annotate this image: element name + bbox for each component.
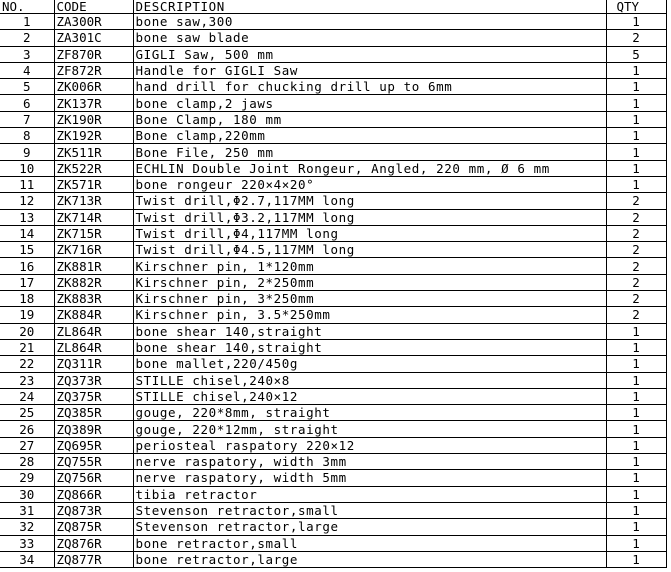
row-number-cell: 33 <box>0 535 54 551</box>
code-cell: ZK190R <box>54 111 133 127</box>
description-cell: Twist drill,Φ4,117MM long <box>133 225 606 241</box>
table-row <box>0 62 666 78</box>
code-cell: ZA301C <box>54 30 133 46</box>
code-cell: ZK511R <box>54 144 133 160</box>
description-cell: bone shear 140,straight <box>133 323 606 339</box>
row-number-cell: 27 <box>0 437 54 453</box>
description-cell: ECHLIN Double Joint Rongeur, Angled, 220 mm, Ø 6 mm <box>133 160 606 176</box>
qty-cell: 2 <box>606 307 666 323</box>
table-row <box>0 274 666 290</box>
qty-cell: 1 <box>606 111 666 127</box>
table-row <box>0 356 666 372</box>
code-cell: ZK882R <box>54 274 133 290</box>
description-cell: Kirschner pin, 3*250mm <box>133 291 606 307</box>
table-row <box>0 535 666 551</box>
qty-cell: 2 <box>606 258 666 274</box>
qty-cell: 1 <box>606 160 666 176</box>
table-row <box>0 307 666 323</box>
qty-cell: 1 <box>606 388 666 404</box>
table-row <box>0 323 666 339</box>
qty-cell: 1 <box>606 128 666 144</box>
table-row <box>0 209 666 225</box>
qty-cell: 2 <box>606 209 666 225</box>
table-row <box>0 144 666 160</box>
table-row <box>0 551 666 567</box>
header-code: CODE <box>54 0 133 14</box>
description-cell: Kirschner pin, 3.5*250mm <box>133 307 606 323</box>
header-description: DESCRIPTION <box>133 0 606 14</box>
code-cell: ZK571R <box>54 176 133 192</box>
table-row <box>0 258 666 274</box>
qty-cell: 1 <box>606 486 666 502</box>
description-cell: periosteal raspatory 220×12 <box>133 437 606 453</box>
qty-cell: 2 <box>606 291 666 307</box>
table-header-row <box>0 0 666 14</box>
qty-cell: 1 <box>606 535 666 551</box>
description-cell: Twist drill,Φ3.2,117MM long <box>133 209 606 225</box>
row-number-cell: 6 <box>0 95 54 111</box>
row-number-cell: 10 <box>0 160 54 176</box>
qty-cell: 1 <box>606 519 666 535</box>
description-cell: Stevenson retractor,small <box>133 502 606 518</box>
row-number-cell: 34 <box>0 551 54 567</box>
table-row <box>0 242 666 258</box>
description-cell: bone mallet,220/450g <box>133 356 606 372</box>
row-number-cell: 7 <box>0 111 54 127</box>
code-cell: ZK884R <box>54 307 133 323</box>
code-cell: ZK522R <box>54 160 133 176</box>
description-cell: bone shear 140,straight <box>133 339 606 355</box>
table-row <box>0 193 666 209</box>
table-row <box>0 79 666 95</box>
description-cell: Twist drill,Φ2.7,117MM long <box>133 193 606 209</box>
description-cell: tibia retractor <box>133 486 606 502</box>
table-row <box>0 405 666 421</box>
row-number-cell: 16 <box>0 258 54 274</box>
header-qty: QTY <box>606 0 666 14</box>
description-cell: GIGLI Saw, 500 mm <box>133 46 606 62</box>
qty-cell: 1 <box>606 437 666 453</box>
code-cell: ZK881R <box>54 258 133 274</box>
row-number-cell: 20 <box>0 323 54 339</box>
code-cell: ZK192R <box>54 128 133 144</box>
code-cell: ZK716R <box>54 242 133 258</box>
table-row <box>0 128 666 144</box>
row-number-cell: 21 <box>0 339 54 355</box>
qty-cell: 1 <box>606 470 666 486</box>
row-number-cell: 2 <box>0 30 54 46</box>
code-cell: ZQ311R <box>54 356 133 372</box>
table-row <box>0 486 666 502</box>
row-number-cell: 17 <box>0 274 54 290</box>
description-cell: STILLE chisel,240×8 <box>133 372 606 388</box>
table-row <box>0 291 666 307</box>
code-cell: ZF870R <box>54 46 133 62</box>
header-no: NO. <box>0 0 54 14</box>
qty-cell: 1 <box>606 551 666 567</box>
code-cell: ZQ385R <box>54 405 133 421</box>
row-number-cell: 30 <box>0 486 54 502</box>
description-cell: Bone clamp,220mm <box>133 128 606 144</box>
code-cell: ZQ875R <box>54 519 133 535</box>
code-cell: ZF872R <box>54 62 133 78</box>
row-number-cell: 31 <box>0 502 54 518</box>
qty-cell: 2 <box>606 242 666 258</box>
table-row <box>0 111 666 127</box>
qty-cell: 2 <box>606 30 666 46</box>
qty-cell: 1 <box>606 323 666 339</box>
row-number-cell: 13 <box>0 209 54 225</box>
code-cell: ZK715R <box>54 225 133 241</box>
row-number-cell: 23 <box>0 372 54 388</box>
description-cell: STILLE chisel,240×12 <box>133 388 606 404</box>
table-row <box>0 437 666 453</box>
description-cell: bone retractor,small <box>133 535 606 551</box>
row-number-cell: 9 <box>0 144 54 160</box>
row-number-cell: 18 <box>0 291 54 307</box>
description-cell: nerve raspatory, width 3mm <box>133 454 606 470</box>
table-row <box>0 46 666 62</box>
row-number-cell: 26 <box>0 421 54 437</box>
description-cell: Kirschner pin, 1*120mm <box>133 258 606 274</box>
qty-cell: 1 <box>606 372 666 388</box>
qty-cell: 1 <box>606 62 666 78</box>
code-cell: ZL864R <box>54 323 133 339</box>
description-cell: Kirschner pin, 2*250mm <box>133 274 606 290</box>
qty-cell: 2 <box>606 225 666 241</box>
row-number-cell: 24 <box>0 388 54 404</box>
qty-cell: 1 <box>606 502 666 518</box>
row-number-cell: 22 <box>0 356 54 372</box>
description-cell: Stevenson retractor,large <box>133 519 606 535</box>
code-cell: ZK137R <box>54 95 133 111</box>
description-cell: bone retractor,large <box>133 551 606 567</box>
row-number-cell: 19 <box>0 307 54 323</box>
description-cell: Twist drill,Φ4.5,117MM long <box>133 242 606 258</box>
description-cell: bone clamp,2 jaws <box>133 95 606 111</box>
table-row <box>0 470 666 486</box>
table-body <box>0 14 666 568</box>
qty-cell: 1 <box>606 339 666 355</box>
description-cell: gouge, 220*8mm, straight <box>133 405 606 421</box>
table-row <box>0 388 666 404</box>
code-cell: ZQ873R <box>54 502 133 518</box>
code-cell: ZK714R <box>54 209 133 225</box>
row-number-cell: 32 <box>0 519 54 535</box>
row-number-cell: 14 <box>0 225 54 241</box>
code-cell: ZQ756R <box>54 470 133 486</box>
qty-cell: 1 <box>606 421 666 437</box>
code-cell: ZQ866R <box>54 486 133 502</box>
qty-cell: 1 <box>606 79 666 95</box>
code-cell: ZK006R <box>54 79 133 95</box>
table-row <box>0 176 666 192</box>
description-cell: bone saw blade <box>133 30 606 46</box>
table-row <box>0 454 666 470</box>
table-row <box>0 339 666 355</box>
row-number-cell: 5 <box>0 79 54 95</box>
row-number-cell: 12 <box>0 193 54 209</box>
table-row <box>0 30 666 46</box>
row-number-cell: 3 <box>0 46 54 62</box>
row-number-cell: 8 <box>0 128 54 144</box>
qty-cell: 1 <box>606 14 666 30</box>
row-number-cell: 15 <box>0 242 54 258</box>
table-row <box>0 421 666 437</box>
code-cell: ZA300R <box>54 14 133 30</box>
code-cell: ZQ877R <box>54 551 133 567</box>
description-cell: hand drill for chucking drill up to 6mm <box>133 79 606 95</box>
table-row <box>0 95 666 111</box>
table-row <box>0 160 666 176</box>
table-row <box>0 502 666 518</box>
code-cell: ZQ695R <box>54 437 133 453</box>
description-cell: Bone File, 250 mm <box>133 144 606 160</box>
description-cell: Bone Clamp, 180 mm <box>133 111 606 127</box>
qty-cell: 1 <box>606 454 666 470</box>
row-number-cell: 25 <box>0 405 54 421</box>
qty-cell: 1 <box>606 356 666 372</box>
description-cell: Handle for GIGLI Saw <box>133 62 606 78</box>
description-cell: nerve raspatory, width 5mm <box>133 470 606 486</box>
row-number-cell: 4 <box>0 62 54 78</box>
table-row <box>0 225 666 241</box>
description-cell: gouge, 220*12mm, straight <box>133 421 606 437</box>
qty-cell: 1 <box>606 95 666 111</box>
qty-cell: 1 <box>606 405 666 421</box>
row-number-cell: 29 <box>0 470 54 486</box>
table-row <box>0 372 666 388</box>
code-cell: ZK883R <box>54 291 133 307</box>
code-cell: ZQ876R <box>54 535 133 551</box>
row-number-cell: 28 <box>0 454 54 470</box>
qty-cell: 2 <box>606 274 666 290</box>
row-number-cell: 11 <box>0 176 54 192</box>
code-cell: ZQ755R <box>54 454 133 470</box>
description-cell: bone saw,300 <box>133 14 606 30</box>
code-cell: ZK713R <box>54 193 133 209</box>
code-cell: ZQ375R <box>54 388 133 404</box>
row-number-cell: 1 <box>0 14 54 30</box>
code-cell: ZQ373R <box>54 372 133 388</box>
code-cell: ZQ389R <box>54 421 133 437</box>
table-row <box>0 14 666 30</box>
description-cell: bone rongeur 220×4×20° <box>133 176 606 192</box>
qty-cell: 2 <box>606 193 666 209</box>
code-cell: ZL864R <box>54 339 133 355</box>
table-row <box>0 519 666 535</box>
qty-cell: 1 <box>606 144 666 160</box>
qty-cell: 5 <box>606 46 666 62</box>
qty-cell: 1 <box>606 176 666 192</box>
